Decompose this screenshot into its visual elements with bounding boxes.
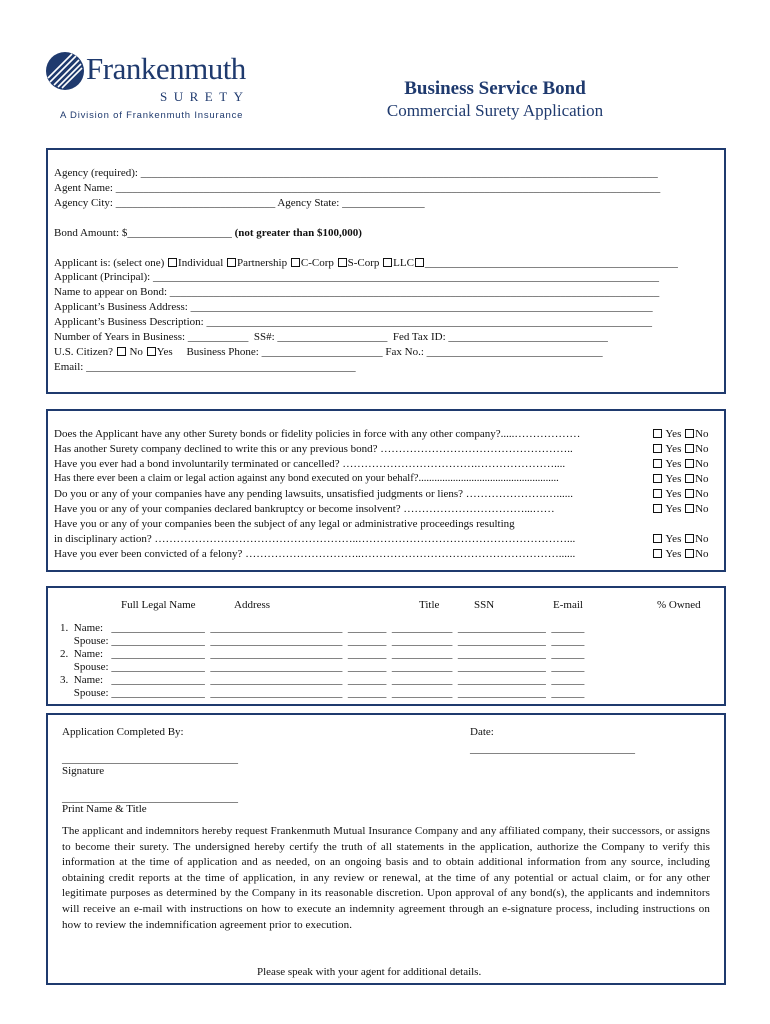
q6-yes-checkbox[interactable]: [653, 504, 662, 513]
yes-label: Yes: [665, 533, 682, 545]
question-8: Have you ever been convicted of a felony? …………………………..………………………………………………......: [54, 548, 576, 560]
owner-row[interactable]: Spouse: _________________ ________________________ _______ ___________ ________________ ______: [60, 635, 585, 647]
footer-note: Please speak with your agent for additional details.: [257, 966, 482, 978]
date-field[interactable]: ______________________________: [470, 743, 635, 755]
q2-yes-checkbox[interactable]: [653, 444, 662, 453]
logo-division: A Division of Frankenmuth Insurance: [60, 110, 244, 121]
yes-label: Yes: [665, 548, 682, 560]
q7-no-checkbox[interactable]: [685, 534, 694, 543]
individual-checkbox[interactable]: [168, 258, 177, 267]
citizen-yes-checkbox[interactable]: [147, 347, 156, 356]
globe-icon: [46, 52, 84, 90]
owner-row[interactable]: Spouse: _________________ ________________________ _______ ___________ ________________ ______: [60, 687, 585, 699]
q4-yes-checkbox[interactable]: [653, 474, 662, 483]
us-citizen-label: U.S. Citizen?: [54, 346, 113, 358]
no-label: No: [695, 458, 709, 470]
yes-label: Yes: [665, 503, 682, 515]
s-corp-checkbox[interactable]: [338, 258, 347, 267]
citizen-no-checkbox[interactable]: [117, 347, 126, 356]
q3-no-checkbox[interactable]: [685, 459, 694, 468]
business-address-field[interactable]: Applicant’s Business Address: ____________________________________________________________________________________: [54, 301, 653, 313]
bond-amount-note: (not greater than $100,000): [234, 227, 362, 239]
print-name-label: Print Name & Title: [62, 803, 147, 815]
no-label: No: [695, 443, 709, 455]
individual-label: Individual: [178, 257, 224, 269]
yes-label: Yes: [665, 428, 682, 440]
completed-by-label: Application Completed By:: [62, 726, 184, 738]
q1-no-checkbox[interactable]: [685, 429, 694, 438]
question-5: Do you or any of your companies have any pending lawsuits, unsatisfied judgments or liens? ………………….…......: [54, 488, 574, 500]
agency-field[interactable]: Agency (required): ______________________________________________________________________________________________: [54, 167, 658, 179]
question-2-answer: [652, 442, 709, 456]
citizen-no-label: No: [129, 346, 143, 358]
print-name-field[interactable]: ________________________________: [62, 792, 238, 804]
business-phone-field[interactable]: Business Phone: ______________________: [186, 346, 383, 358]
no-label: No: [695, 503, 709, 515]
q1-yes-checkbox[interactable]: [653, 429, 662, 438]
header-percent-owned: % Owned: [657, 599, 701, 611]
no-label: No: [695, 488, 709, 500]
question-1-answer: [652, 427, 709, 441]
question-4: Has there ever been a claim or legal action against any bond executed on your behalf?.....................................................: [54, 473, 559, 484]
frankenmuth-logo: [46, 52, 266, 124]
name-on-bond-field[interactable]: Name to appear on Bond: _________________________________________________________________________________________: [54, 286, 660, 298]
yes-label: Yes: [665, 443, 682, 455]
partnership-checkbox[interactable]: [227, 258, 236, 267]
signature-field[interactable]: ________________________________: [62, 753, 238, 765]
question-3-answer: [652, 457, 709, 471]
document-title: [360, 78, 630, 122]
yes-label: Yes: [665, 488, 682, 500]
q3-yes-checkbox[interactable]: [653, 459, 662, 468]
logo-surety: SURETY: [160, 89, 250, 104]
agency-city-state-field[interactable]: Agency City: _____________________________ Agency State: _______________: [54, 197, 425, 209]
q8-no-checkbox[interactable]: [685, 549, 694, 558]
question-1: Does the Applicant have any other Surety bonds or fidelity policies in force with any other company?.....………………: [54, 428, 581, 440]
question-7b: in disciplinary action? ………………………………………………..…………………………………………………...: [54, 533, 576, 545]
title-sub: Commercial Surety Application: [386, 101, 604, 120]
owner-row[interactable]: 1. Name: _________________ ________________________ _______ ___________ ________________ ______: [60, 622, 585, 634]
q6-no-checkbox[interactable]: [685, 504, 694, 513]
owner-row[interactable]: 2. Name: _________________ ________________________ _______ ___________ ________________ ______: [60, 648, 585, 660]
fax-field[interactable]: Fax No.: ________________________________: [385, 346, 603, 358]
q4-no-checkbox[interactable]: [685, 474, 694, 483]
date-label: Date:: [470, 726, 494, 738]
citizen-phone-fax-row: [54, 345, 603, 359]
q5-no-checkbox[interactable]: [685, 489, 694, 498]
question-3: Have you ever had a bond involuntarily terminated or cancelled? ……………………………….…………………....: [54, 458, 566, 470]
question-7a: Have you or any of your companies been the subject of any legal or administrative proceedings resulting: [54, 518, 515, 530]
title-main: Business Service Bond: [404, 78, 586, 99]
q2-no-checkbox[interactable]: [685, 444, 694, 453]
owner-row[interactable]: Spouse: _________________ ________________________ _______ ___________ ________________ ______: [60, 661, 585, 673]
llc-label: LLC: [393, 257, 414, 269]
owner-row[interactable]: 3. Name: _________________ ________________________ _______ ___________ ________________ ______: [60, 674, 585, 686]
question-7-answer: [652, 532, 709, 546]
other-entity-checkbox[interactable]: [415, 258, 424, 267]
partnership-label: Partnership: [237, 257, 288, 269]
question-6-answer: [652, 502, 709, 516]
q7-yes-checkbox[interactable]: [653, 534, 662, 543]
no-label: No: [695, 548, 709, 560]
c-corp-label: C-Corp: [300, 257, 334, 269]
no-label: No: [695, 533, 709, 545]
question-5-answer: [652, 487, 709, 501]
signature-label: Signature: [62, 765, 105, 777]
s-corp-label: S-Corp: [347, 257, 380, 269]
other-entity-field[interactable]: ______________________________________________: [424, 257, 678, 269]
header-address: Address: [234, 599, 271, 611]
citizen-yes-label: Yes: [156, 346, 173, 358]
q5-yes-checkbox[interactable]: [653, 489, 662, 498]
no-label: No: [695, 473, 709, 485]
email-field[interactable]: Email: _________________________________________________: [54, 361, 356, 373]
header-title: Title: [419, 599, 440, 611]
agent-name-field[interactable]: Agent Name: ___________________________________________________________________________________________________: [54, 182, 661, 194]
no-label: No: [695, 428, 709, 440]
question-2: Has another Surety company declined to write this or any previous bond? ……………………………………………..: [54, 443, 573, 455]
header-ssn: SSN: [474, 599, 495, 611]
logo-wordmark: Frankenmuth: [86, 51, 246, 86]
yes-label: Yes: [665, 473, 682, 485]
bond-amount-label: Bond Amount: $___________________: [54, 227, 235, 239]
years-ssn-taxid-field[interactable]: Number of Years in Business: ___________ SS#: ____________________ Fed Tax ID: _____________________________: [54, 331, 608, 343]
c-corp-checkbox[interactable]: [291, 258, 300, 267]
yes-label: Yes: [665, 458, 682, 470]
applicant-principal-field[interactable]: Applicant (Principal): ____________________________________________________________________________________________: [54, 271, 659, 283]
q8-yes-checkbox[interactable]: [653, 549, 662, 558]
bond-amount-field[interactable]: [54, 226, 362, 240]
applicant-is-label: Applicant is: (select one): [54, 257, 165, 269]
header-full-legal-name: Full Legal Name: [121, 599, 196, 611]
question-6: Have you or any of your companies declared bankruptcy or become insolvent? ……………………………...……: [54, 503, 555, 515]
business-description-field[interactable]: Applicant’s Business Description: _________________________________________________________________________________: [54, 316, 652, 328]
certification-paragraph: The applicant and indemnitors hereby request Frankenmuth Mutual Insurance Company and any affiliated company, their successors, or assigns to become their surety. The undersigned hereby certify the truth of all statements in the application, authorize the Company to verify this information at the time of application and as needed, on an ongoing basis and to obtain additional information from any source, including obtaining credit reports at the time of application, in any review or renewal, at the time of any potential or actual claim, or for any other legitimate purposes as determined by the Company in its reasonable discretion. Upon approval of any bond(s), the applicants and indemnitors will receive an e-mail with instructions on how to execute an indemnity agreement through an e-signature process, including instructions on how to review the indemnification agreement prior to execution.: [62, 825, 710, 931]
entity-type-row: [54, 256, 678, 270]
question-4-answer: [652, 472, 709, 486]
llc-checkbox[interactable]: [383, 258, 392, 267]
question-8-answer: [652, 547, 709, 561]
header-email: E-mail: [553, 599, 583, 611]
